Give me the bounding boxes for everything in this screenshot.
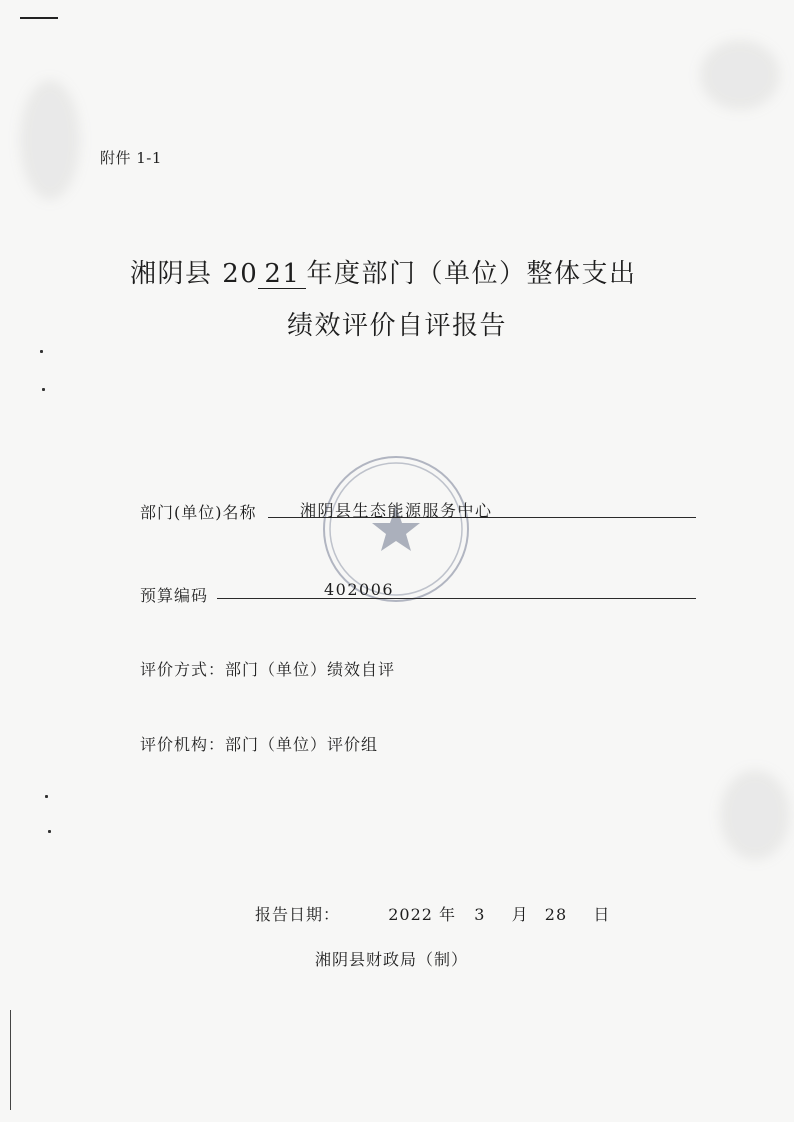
report-date-label: 报告日期： (255, 905, 341, 924)
budget-code-value: 402006 (324, 580, 395, 599)
report-date-year-unit: 年 (439, 905, 457, 924)
report-date-day-unit: 日 (593, 905, 611, 924)
budget-code-label: 预算编码 (140, 586, 209, 605)
scan-edge-line (10, 1010, 11, 1110)
report-date-day: 28 (544, 905, 568, 924)
evaluation-method: 评价方式：部门（单位）绩效自评 (140, 660, 396, 679)
title-prefix: 湘阴县 20 (130, 259, 259, 289)
issuer-line: 湘阴县财政局（制） (315, 950, 469, 969)
scan-speck (48, 830, 51, 833)
budget-code-underline (217, 598, 696, 599)
scan-speck (42, 388, 45, 391)
evaluation-agency: 评价机构：部门（单位）评价组 (140, 735, 379, 754)
scan-speck (40, 350, 43, 353)
scan-rule-mark (20, 17, 58, 19)
report-date-month: 3 (474, 905, 486, 924)
scan-smudge (700, 40, 780, 110)
scan-smudge (20, 80, 80, 200)
report-date-month-unit: 月 (511, 905, 529, 924)
report-title-line1 (130, 253, 636, 290)
dept-name-label: 部门(单位)名称 (140, 503, 257, 522)
report-date-year: 2022 (388, 905, 433, 924)
title-year-fill: 21 (258, 261, 306, 289)
dept-name-value: 湘阴县生态能源服务中心 (300, 501, 493, 520)
title-suffix: 年度部门（单位）整体支出 (306, 259, 637, 289)
report-title-line2: 绩效评价自评报告 (286, 311, 507, 341)
attachment-label: 附件 1-1 (100, 149, 162, 167)
scan-speck (45, 795, 48, 798)
report-date-line (255, 902, 610, 925)
scan-smudge (720, 770, 790, 860)
seal-graphic (325, 458, 467, 600)
